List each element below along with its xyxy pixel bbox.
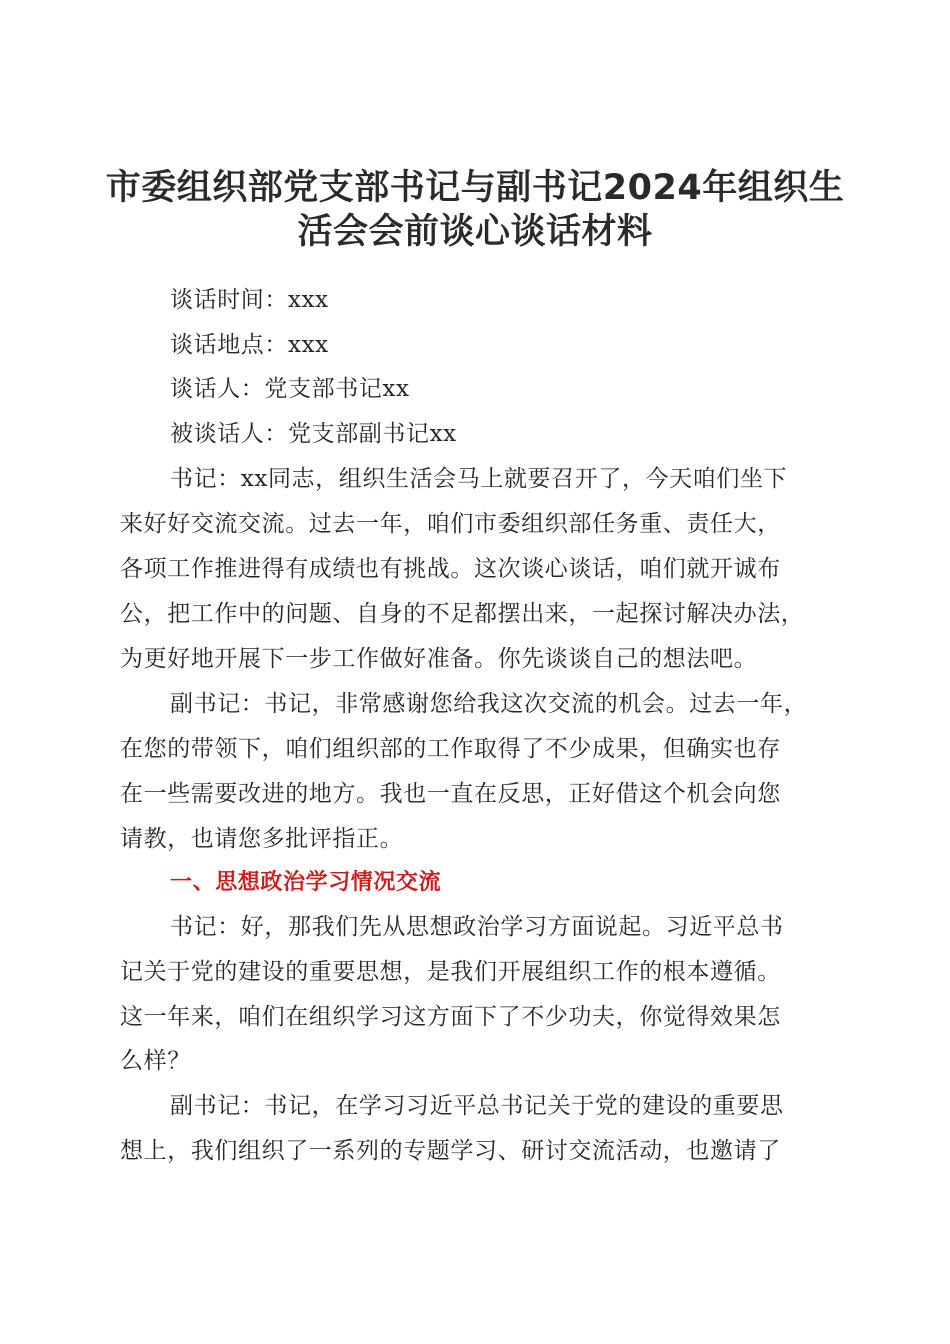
paragraph-1-line-5: 为更好地开展下一步工作做好准备。你先谈谈自己的想法吧。 bbox=[120, 646, 758, 672]
paragraph-1-line-3: 各项工作推进得有成绩也有挑战。这次谈心谈话，咱们就开诚布 bbox=[120, 556, 781, 582]
meta-place: 谈话地点：xxx bbox=[170, 332, 329, 358]
meta-speaker: 谈话人：党支部书记xx bbox=[170, 376, 410, 402]
paragraph-2-line-2: 在您的带领下，咱们组织部的工作取得了不少成果，但确实也存 bbox=[120, 736, 781, 762]
paragraph-2-line-3: 在一些需要改进的地方。我也一直在反思，正好借这个机会向您 bbox=[120, 781, 781, 807]
paragraph-2-line-4: 请教，也请您多批评指正。 bbox=[120, 826, 404, 852]
paragraph-4-line-2: 想上，我们组织了一系列的专题学习、研讨交流活动，也邀请了 bbox=[120, 1138, 781, 1164]
paragraph-3-line-1: 书记：好，那我们先从思想政治学习方面说起。习近平总书 bbox=[170, 914, 784, 940]
paragraph-3-line-2: 记关于党的建设的重要思想，是我们开展组织工作的根本遵循。 bbox=[120, 959, 781, 985]
paragraph-2-line-1: 副书记：书记，非常感谢您给我这次交流的机会。过去一年， bbox=[170, 691, 808, 717]
meta-listener: 被谈话人：党支部副书记xx bbox=[170, 421, 457, 447]
paragraph-3-line-4: 么样？ bbox=[120, 1048, 191, 1074]
paragraph-1-line-4: 公，把工作中的问题、自身的不足都摆出来，一起探讨解决办法， bbox=[120, 601, 805, 627]
section-heading: 一、思想政治学习情况交流 bbox=[170, 870, 442, 895]
meta-time: 谈话时间：xxx bbox=[170, 287, 329, 313]
document-title-line-1: 市委组织部党支部书记与副书记2024年组织生 bbox=[105, 168, 845, 208]
document-title-line-2: 活会会前谈心谈话材料 bbox=[297, 212, 653, 252]
paragraph-4-line-1: 副书记：书记，在学习习近平总书记关于党的建设的重要思 bbox=[170, 1093, 784, 1119]
paragraph-3-line-3: 这一年来，咱们在组织学习这方面下了不少功夫，你觉得效果怎 bbox=[120, 1004, 781, 1030]
paragraph-1-line-2: 来好好交流交流。过去一年，咱们市委组织部任务重、责任大， bbox=[120, 511, 781, 537]
paragraph-1-line-1: 书记：xx同志，组织生活会马上就要召开了，今天咱们坐下 bbox=[170, 466, 788, 492]
